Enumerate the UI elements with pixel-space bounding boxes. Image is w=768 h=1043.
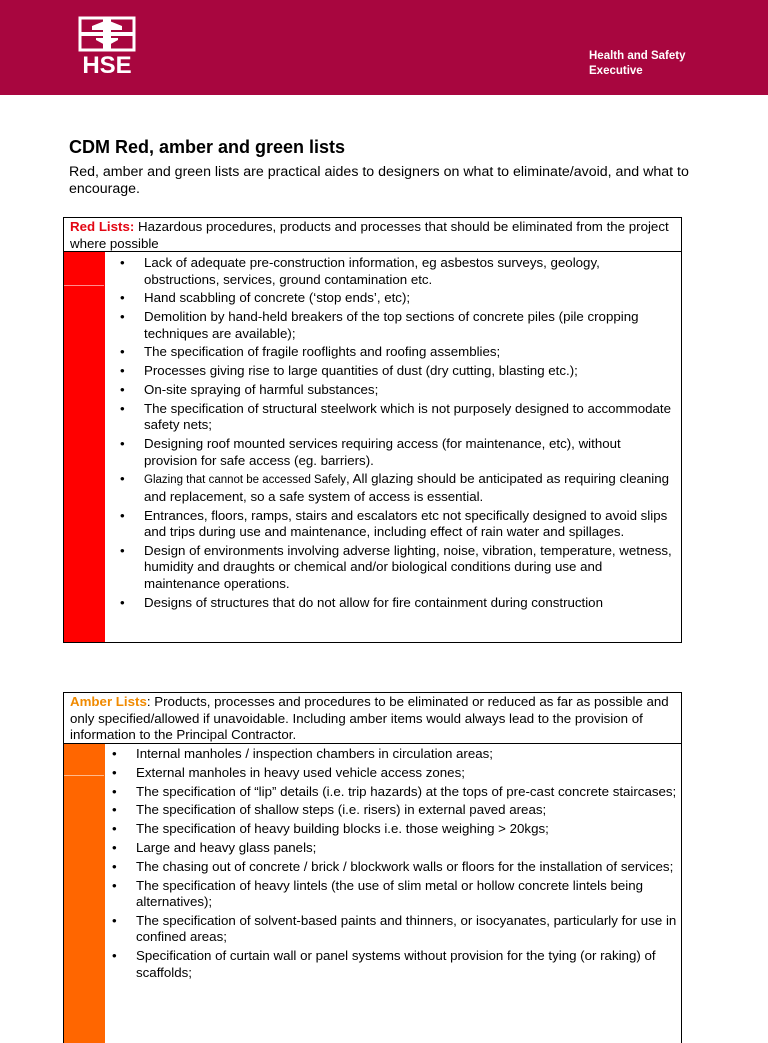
intro-paragraph: Red, amber and green lists are practical aides to designers on what to eliminate/avoid, and what to encourage. bbox=[69, 164, 689, 197]
red-color-swatch bbox=[64, 252, 105, 642]
red-list-description: Hazardous procedures, products and processes that should be eliminated from the project where possible bbox=[70, 219, 669, 251]
list-item: • The specification of solvent-based paints and thinners, or isocyanates, particularly for use in confined areas; bbox=[112, 912, 677, 945]
bullet-icon: • bbox=[112, 783, 117, 799]
amber-list-body bbox=[63, 743, 682, 1043]
bullet-icon: • bbox=[120, 594, 125, 610]
glazing-small-text: Glazing that cannot be accessed Safely bbox=[144, 474, 347, 487]
red-list-label: Red Lists: bbox=[70, 219, 135, 234]
hse-emblem-icon bbox=[78, 16, 136, 52]
list-item: • The specification of shallow steps (i.e. risers) in external paved areas; bbox=[112, 802, 547, 818]
list-item: • Internal manholes / inspection chambers in circulation areas; bbox=[112, 746, 493, 761]
amber-color-swatch bbox=[64, 744, 105, 1043]
red-list-items bbox=[120, 255, 676, 614]
org-line-1: Health and Safety bbox=[589, 50, 686, 62]
bullet-icon: • bbox=[120, 542, 125, 558]
bullet-icon: • bbox=[120, 400, 125, 416]
list-item: • Designing roof mounted services requiring access (for maintenance, etc), without provision for safe access (eg. barriers). bbox=[120, 436, 621, 468]
header-banner bbox=[0, 0, 768, 95]
list-item: • The specification of heavy lintels (the use of slim metal or hollow concrete lintels being alternatives); bbox=[112, 877, 644, 910]
list-item: • The specification of “lip” details (i.e. trip hazards) at the tops of pre-cast concrete staircases; bbox=[112, 783, 677, 799]
logo-text: HSE bbox=[82, 52, 132, 79]
list-item: • Entrances, floors, ramps, stairs and escalators etc not specifically designed to avoid slips and trips during use and maintenance, including effect of rain water and spillages. bbox=[120, 507, 668, 540]
list-item: • Large and heavy glass panels; bbox=[112, 839, 317, 855]
list-item: • Design of environments involving adverse lighting, noise, vibration, temperature, wetness, humidity and draughts or chemical and/or biological conditions during use and maintenance operations. bbox=[120, 542, 672, 591]
bullet-icon: • bbox=[112, 948, 117, 964]
bullet-icon: • bbox=[120, 471, 125, 487]
list-item: • Specification of curtain wall or panel systems without provision for the tying (or raking) of scaffolds; bbox=[112, 948, 656, 980]
bullet-icon: • bbox=[120, 436, 125, 452]
bullet-icon: • bbox=[112, 912, 117, 928]
bullet-icon: • bbox=[112, 821, 117, 837]
bullet-icon: • bbox=[120, 309, 125, 325]
page-title: CDM Red, amber and green lists bbox=[69, 137, 346, 157]
bullet-icon: • bbox=[112, 764, 117, 780]
list-item bbox=[120, 471, 676, 505]
bullet-icon: • bbox=[112, 839, 117, 855]
amber-list-header bbox=[63, 692, 682, 744]
organisation-name bbox=[589, 49, 686, 79]
bullet-icon: • bbox=[120, 363, 125, 379]
swatch-divider bbox=[64, 285, 104, 286]
bullet-icon: • bbox=[120, 344, 125, 360]
list-item: • The chasing out of concrete / brick / blockwork walls or floors for the installation of services; bbox=[112, 858, 674, 874]
list-item: • Processes giving rise to large quantities of dust (dry cutting, blasting etc.); bbox=[120, 363, 578, 379]
bullet-icon: • bbox=[112, 877, 117, 893]
bullet-icon: • bbox=[120, 255, 125, 270]
list-item: • The specification of structural steelwork which is not purposely designed to accommodate safety nets; bbox=[120, 400, 671, 433]
bullet-icon: • bbox=[112, 802, 117, 818]
org-line-2: Executive bbox=[589, 65, 643, 77]
bullet-icon: • bbox=[112, 858, 117, 874]
hse-logo bbox=[78, 16, 136, 78]
bullet-icon: • bbox=[120, 290, 125, 306]
amber-list-items bbox=[112, 746, 678, 983]
amber-list-description: : Products, processes and procedures to be eliminated or reduced as far as possible and only specified/allowed if unavoidable. Including amber items would always lead to the provision of information to the Principal Contractor. bbox=[70, 694, 669, 742]
bullet-icon: • bbox=[120, 381, 125, 397]
list-item: • On-site spraying of harmful substances; bbox=[120, 381, 379, 397]
list-item: • External manholes in heavy used vehicle access zones; bbox=[112, 764, 465, 780]
list-item: • The specification of fragile rooflights and roofing assemblies; bbox=[120, 344, 501, 360]
swatch-divider bbox=[64, 775, 104, 776]
glazing-rest-text: , All glazing should be anticipated as requiring cleaning and replacement, so a safe system of access is essential. bbox=[144, 471, 670, 504]
bullet-icon: • bbox=[112, 746, 117, 761]
list-item: • Demolition by hand-held breakers of the top sections of concrete piles (pile cropping techniques are available); bbox=[120, 309, 639, 341]
red-list-body bbox=[63, 251, 682, 643]
bullet-icon: • bbox=[120, 507, 125, 523]
amber-list-label: Amber Lists bbox=[70, 694, 147, 709]
list-item: • The specification of heavy building blocks i.e. those weighing > 20kgs; bbox=[112, 821, 549, 837]
red-list-header bbox=[63, 217, 682, 252]
list-item: • Designs of structures that do not allow for fire containment during construction bbox=[120, 594, 603, 610]
list-item: • Hand scabbling of concrete (‘stop ends’, etc); bbox=[120, 290, 411, 306]
list-item: • Lack of adequate pre-construction information, eg asbestos surveys, geology, obstructions, services, ground contamination etc. bbox=[120, 255, 600, 287]
